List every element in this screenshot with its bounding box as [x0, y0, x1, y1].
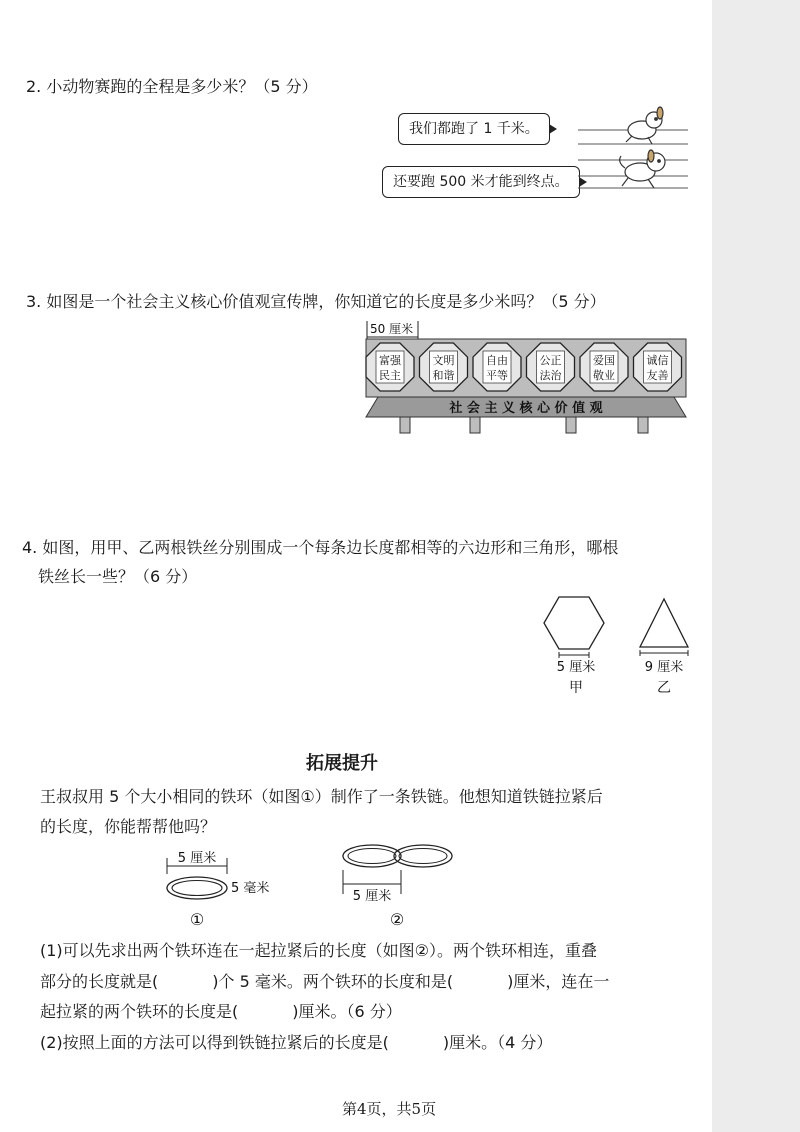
q2-speech-bubble-1: 我们都跑了 1 千米。 — [398, 113, 550, 145]
linked-ring-left-inner — [348, 849, 396, 864]
figure-2-label: ② — [389, 910, 405, 929]
q4-shapes-figure — [540, 592, 700, 702]
triangle-name: 乙 — [657, 680, 671, 696]
octagon-value-text: 法治 — [539, 369, 562, 382]
page-footer: 第4页，共5页 — [342, 1100, 437, 1118]
hexagon-shape — [544, 597, 604, 649]
q3-value-board-figure — [360, 317, 700, 439]
octagon-value-text: 文明 — [432, 354, 455, 367]
part1-line1: (1)可以先求出两个铁环连在一起拉紧后的长度（如图②）。两个铁环相连，重叠 — [40, 941, 598, 960]
ring1-width-label: 5 厘米 — [177, 851, 217, 866]
extension-intro-line2: 的长度，你能帮帮他吗？ — [40, 817, 217, 836]
part1-line2-b: )个 5 毫米。两个铁环的长度和是( — [212, 972, 454, 991]
part1-line3 — [40, 997, 402, 1027]
ring-inner — [172, 881, 222, 896]
part2-line — [40, 1028, 552, 1058]
octagon-value-text: 和谐 — [432, 369, 455, 382]
part1-line2-a: 部分的长度就是( — [40, 972, 159, 991]
triangle-side-label: 9 厘米 — [644, 660, 684, 675]
triangle-shape — [640, 599, 688, 647]
section-title: 拓展提升 — [306, 753, 378, 774]
dog-icon — [620, 150, 665, 188]
ring2-width-label: 5 厘米 — [352, 889, 392, 904]
octagon-value-text: 敬业 — [593, 369, 615, 382]
part1-line3-b: )厘米。（6 分） — [292, 1002, 402, 1021]
linked-ring-right-inner — [399, 849, 447, 864]
q2-animals-illustration — [570, 104, 700, 200]
q3-question: 3. 如图是一个社会主义核心价值观宣传牌，你知道它的长度是多少米吗？（5 分） — [26, 292, 606, 311]
figure-2-linked-rings — [335, 834, 475, 930]
octagon-value-text: 诚信 — [646, 354, 669, 367]
part1-line3-a: 起拉紧的两个铁环的长度是( — [40, 1002, 239, 1021]
part1-line2-c: )厘米，连在一 — [507, 972, 610, 991]
octagon-value-text: 平等 — [486, 369, 508, 382]
octagon-value-text: 富强 — [379, 354, 401, 367]
octagon-value-text: 友善 — [646, 369, 669, 382]
ring1-thickness-label: 5 毫米 — [231, 881, 270, 896]
octagon-value-text: 自由 — [486, 354, 508, 367]
figure-1-single-ring — [155, 840, 285, 930]
q4-question-line1: 4. 如图，用甲、乙两根铁丝分别围成一个每条边长度都相等的六边形和三角形，哪根 — [22, 538, 619, 557]
octagon-value-text: 民主 — [379, 369, 401, 382]
triangle-dimension — [640, 650, 688, 656]
part2-a: (2)按照上面的方法可以得到铁链拉紧后的长度是( — [40, 1033, 389, 1052]
hexagon-name: 甲 — [569, 680, 583, 696]
octagon-value-text: 公正 — [539, 354, 562, 367]
figure-1-label: ① — [189, 910, 205, 929]
part2-b: )厘米。（4 分） — [442, 1033, 553, 1052]
q2-speech-bubble-2: 还要跑 500 米才能到终点。 — [382, 166, 580, 198]
board-legs — [400, 417, 648, 433]
q4-question-line2: 铁丝长一些？（6 分） — [38, 567, 198, 586]
puppy-icon — [626, 107, 663, 144]
extension-intro-line1: 王叔叔用 5 个大小相同的铁环（如图①）制作了一条铁链。他想知道铁链拉紧后 — [40, 787, 603, 806]
part1-line2 — [40, 967, 609, 997]
board-banner-text: 社 会 主 义 核 心 价 值 观 — [449, 401, 603, 416]
q2-question: 2. 小动物赛跑的全程是多少米？（5 分） — [26, 77, 318, 96]
hexagon-dimension — [559, 652, 589, 658]
hexagon-side-label: 5 厘米 — [556, 660, 596, 675]
dimension-label: 50 厘米 — [370, 322, 414, 336]
octagon-value-text: 爱国 — [593, 354, 615, 367]
right-margin — [712, 0, 800, 1132]
